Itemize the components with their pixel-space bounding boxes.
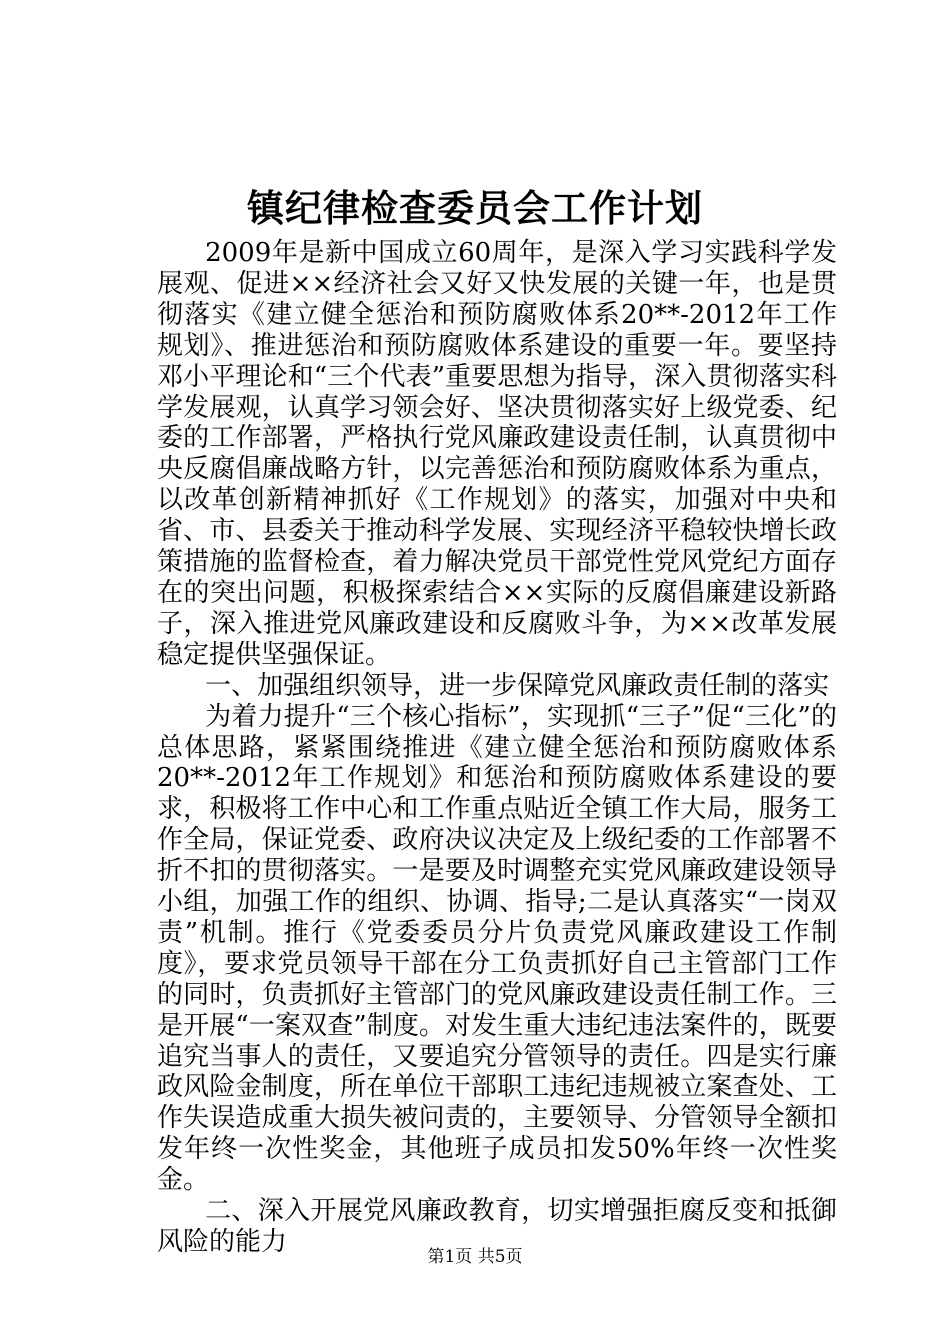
section-1-paragraph: 为着力提升“三个核心指标”，实现抓“三子”促“三化”的总体思路，紧紧围绕推进《建立健全惩治和预防腐败体系20**-2012年工作规划》和惩治和预防腐败体系建设的要求，积极将工作中心和工作重点贴近全镇工作大局，服务工作全局，保证党委、政府决议决定及上级纪委的工作部署不折不扣的贯彻落实。一是要及时调整充实党风廉政建设领导小组，加强工作的组织、协调、指导;二是认真落实“一岗双责”机制。推行《党委委员分片负责党风廉政建设工作制度》，要求党员领导干部在分工负责抓好自己主管部门工作的同时，负责抓好主管部门的党风廉政建设责任制工作。三是开展“一案双查”制度。对发生重大违纪违法案件的，既要追究当事人的责任，又要追究分管领导的责任。四是实行廉政风险金制度，所在单位干部职工违纪违规被立案查处、工作失误造成重大损失被问责的，主要领导、分管领导全额扣发年终一次性奖金，其他班子成员扣发50%年终一次性奖金。 bbox=[157, 701, 837, 1196]
section-heading-2: 二、深入开展党风廉政教育，切实增强拒腐反变和抵御风险的能力 bbox=[157, 1196, 837, 1257]
page-footer: 第1页 共5页 bbox=[427, 1247, 523, 1267]
document-body bbox=[157, 238, 837, 1258]
document-title: 镇纪律检查委员会工作计划 bbox=[247, 186, 703, 230]
intro-paragraph: 2009年是新中国成立60周年，是深入学习实践科学发展观、促进××经济社会又好又快发展的关键一年，也是贯彻落实《建立健全惩治和预防腐败体系20**-2012年工作规划》、推进惩治和预防腐败体系建设的重要一年。要坚持邓小平理论和“三个代表”重要思想为指导，深入贯彻落实科学发展观，认真学习领会好、坚决贯彻落实好上级党委、纪委的工作部署，严格执行党风廉政建设责任制，认真贯彻中央反腐倡廉战略方针，以完善惩治和预防腐败体系为重点，以改革创新精神抓好《工作规划》的落实，加强对中央和省、市、县委关于推动科学发展、实现经济平稳较快增长政策措施的监督检查，着力解决党员干部党性党风党纪方面存在的突出问题，积极探索结合××实际的反腐倡廉建设新路子，深入推进党风廉政建设和反腐败斗争，为××改革发展稳定提供坚强保证。 bbox=[157, 238, 837, 670]
section-heading-1: 一、加强组织领导，进一步保障党风廉政责任制的落实 bbox=[205, 670, 830, 701]
